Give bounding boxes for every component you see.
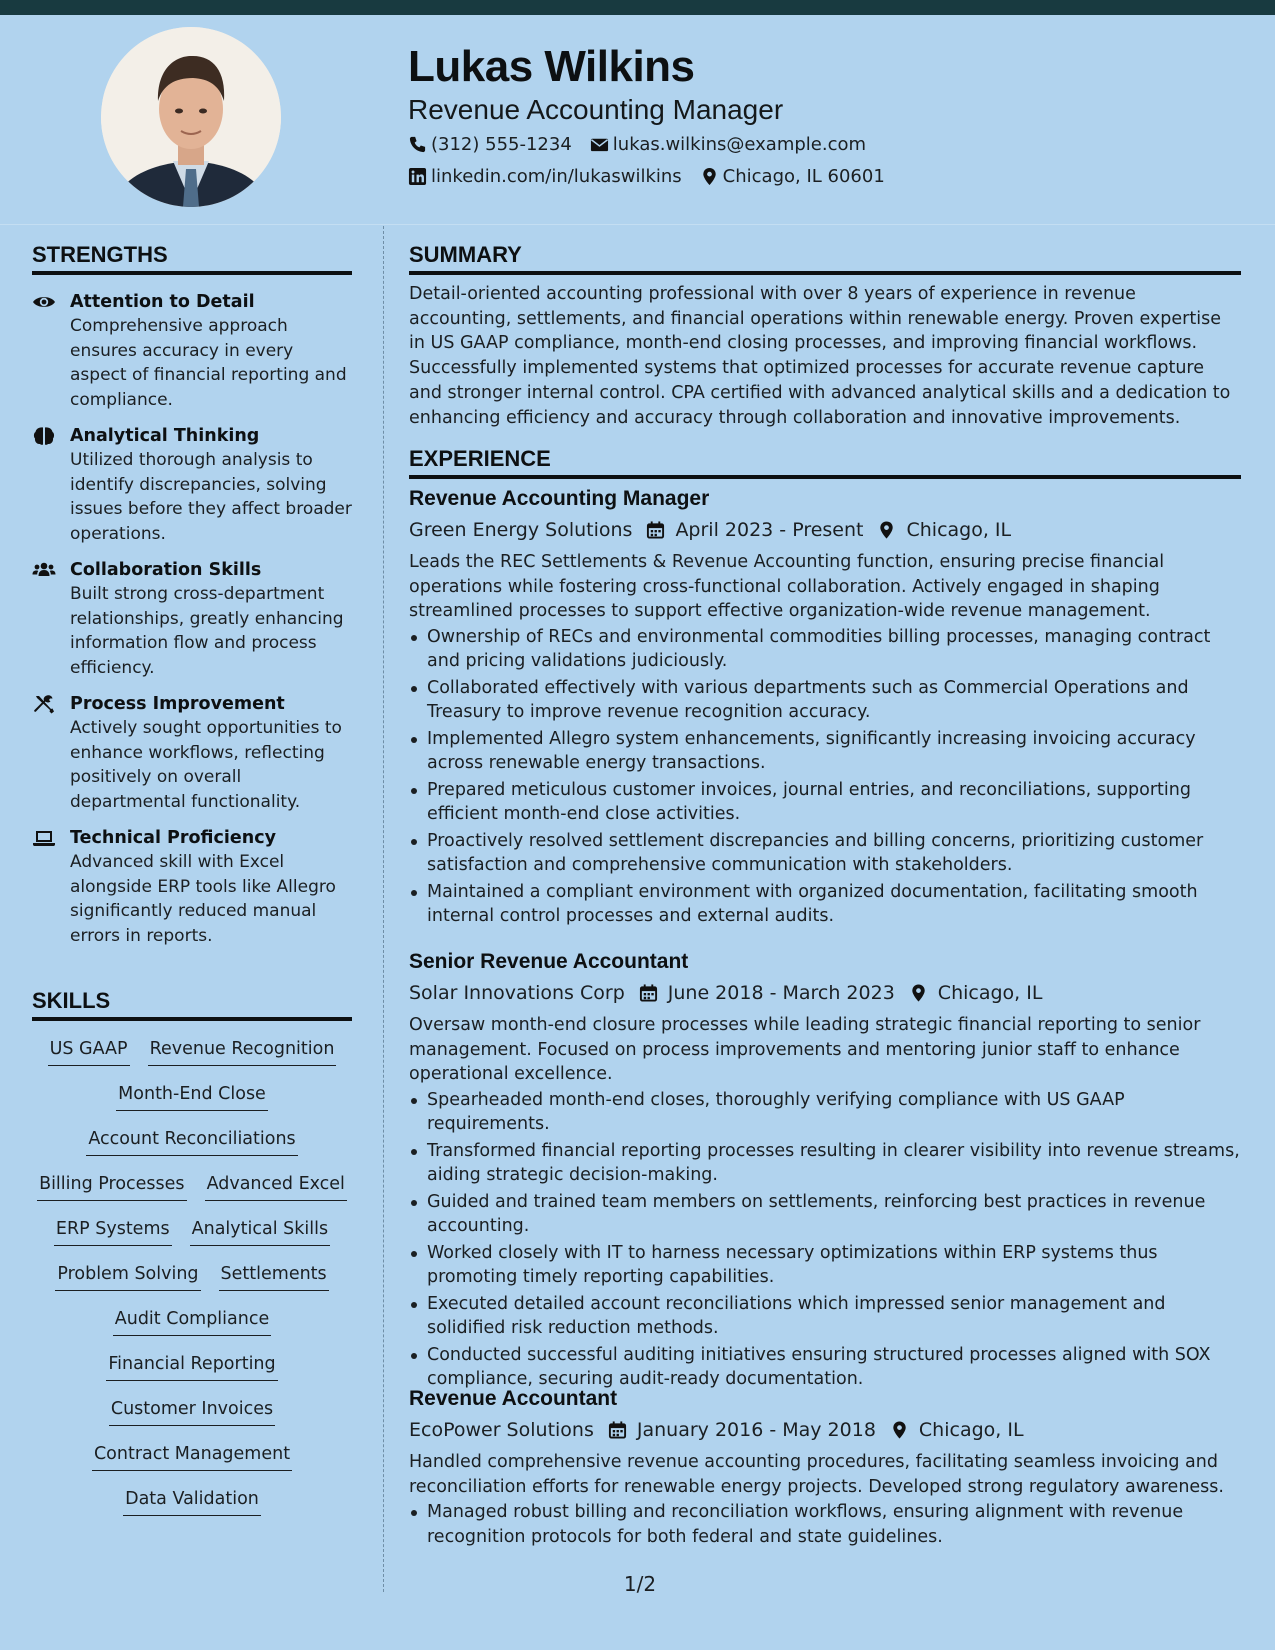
strength-title: Attention to Detail <box>70 292 255 312</box>
eye-icon <box>32 292 56 312</box>
profile-photo <box>101 27 281 207</box>
job-bullets <box>409 1500 1241 1549</box>
job-description: Oversaw month-end closure processes while leading strategic financial reporting to senior management. Focused on process improvements and mentoring junior staff to enhance operational excellence. <box>409 1015 1201 1084</box>
brain-icon <box>32 426 56 446</box>
skill-tag: ERP Systems <box>54 1216 172 1246</box>
job-meta <box>409 979 1241 1007</box>
bullet-item: Conducted successful auditing initiatives ensuring structured processes aligned with SOX compliance, securing audit-ready documentation. <box>409 1343 1241 1392</box>
calendar-icon <box>608 1420 627 1440</box>
skill-tag: Contract Management <box>92 1441 292 1471</box>
job-title: Revenue Accounting Manager <box>409 487 710 510</box>
bullet-item: Collaborated effectively with various departments such as Commercial Operations and Treasury to improve revenue recognition accuracy. <box>409 676 1241 725</box>
linkedin-icon <box>408 167 427 186</box>
skill-tag: Month-End Close <box>116 1081 268 1111</box>
job-title: Revenue Accountant <box>409 1387 618 1410</box>
summary-heading: SUMMARY <box>409 242 1241 275</box>
skill-tag: Account Reconciliations <box>86 1126 297 1156</box>
job-description: Handled comprehensive revenue accounting procedures, facilitating seamless invoicing and reconciliation efforts for renewable energy projects. Developed strong regulatory awareness. <box>409 1452 1224 1497</box>
contact-row-2 <box>408 166 885 187</box>
laptop-icon <box>32 828 56 848</box>
email-contact[interactable] <box>590 134 866 155</box>
envelope-icon <box>590 135 609 154</box>
users-icon <box>32 560 56 580</box>
experience-heading: EXPERIENCE <box>409 446 1241 479</box>
strength-title: Process Improvement <box>70 694 285 714</box>
bullet-item: Spearheaded month-end closes, thoroughly verifying compliance with US GAAP requirements. <box>409 1088 1241 1137</box>
map-pin-icon <box>700 167 719 186</box>
bullet-item: Prepared meticulous customer invoices, journal entries, and reconciliations, supporting efficient month-end close activities. <box>409 778 1241 827</box>
location-text: Chicago, IL 60601 <box>722 166 885 187</box>
job-description: Leads the REC Settlements & Revenue Accounting function, ensuring precise financial operations while fostering cross-functional collaboration. Actively engaged in shaping streamlined processes to support effective organization-wide revenue management. <box>409 552 1165 621</box>
skill-tag: Analytical Skills <box>190 1216 330 1246</box>
top-bar <box>0 0 1275 15</box>
bullet-item: Managed robust billing and reconciliation workflows, ensuring alignment with revenue recognition protocols for both federal and state guidelines. <box>409 1500 1241 1549</box>
strength-item <box>32 558 352 680</box>
bullet-item: Ownership of RECs and environmental commodities billing processes, managing contract and pricing validations judiciously. <box>409 625 1241 674</box>
location-contact <box>700 166 885 187</box>
skills-list <box>32 1036 352 1531</box>
skills-heading: SKILLS <box>32 988 352 1021</box>
job-meta <box>409 1416 1241 1444</box>
skill-tag: Audit Compliance <box>113 1306 271 1336</box>
skill-tag: Revenue Recognition <box>148 1036 337 1066</box>
skill-tag: Problem Solving <box>55 1261 200 1291</box>
job-bullets <box>409 625 1241 929</box>
job-entry <box>409 485 1241 931</box>
strength-title: Analytical Thinking <box>70 426 260 446</box>
header-divider <box>0 224 1275 225</box>
skill-tag: US GAAP <box>48 1036 130 1066</box>
job-entry <box>409 1385 1241 1551</box>
map-pin-icon <box>909 983 928 1003</box>
job-company: Green Energy Solutions <box>409 519 633 541</box>
strength-item <box>32 826 352 948</box>
strength-desc: Actively sought opportunities to enhance workflows, reflecting positively on overall departmental functionality. <box>70 718 342 812</box>
skill-tag: Customer Invoices <box>109 1396 275 1426</box>
skill-tag: Financial Reporting <box>106 1351 277 1381</box>
strength-desc: Advanced skill with Excel alongside ERP tools like Allegro significantly reduced manual errors in reports. <box>70 852 336 946</box>
job-dates: January 2016 - May 2018 <box>636 1419 876 1441</box>
job-location: Chicago, IL <box>918 1419 1024 1441</box>
email-text: lukas.wilkins@example.com <box>612 134 867 155</box>
map-pin-icon <box>890 1420 909 1440</box>
strength-title: Technical Proficiency <box>70 828 276 848</box>
phone-icon <box>408 135 427 154</box>
strength-item <box>32 290 352 412</box>
linkedin-text: linkedin.com/in/lukaswilkins <box>431 166 682 187</box>
summary-text: Detail-oriented accounting professional with over 8 years of experience in revenue accounting, settlements, and financial operations within renewable energy. Proven expertise in US GAAP compliance, month-end closing processes, and improving financial workflows. Successfully implemented systems that optimized processes for accurate revenue capture and stronger internal control. CPA certified with advanced analytical skills and a dedication to enhancing efficiency and accuracy through collaboration and innovative improvements. <box>409 284 1231 428</box>
job-dates: April 2023 - Present <box>675 519 864 541</box>
strengths-list <box>32 290 352 960</box>
skill-tag: Billing Processes <box>37 1171 187 1201</box>
skill-tag: Advanced Excel <box>205 1171 347 1201</box>
job-meta <box>409 516 1241 544</box>
column-divider <box>383 226 384 1592</box>
skill-tag: Settlements <box>219 1261 329 1291</box>
job-location: Chicago, IL <box>937 982 1043 1004</box>
strength-title: Collaboration Skills <box>70 560 262 580</box>
calendar-icon <box>639 983 658 1003</box>
job-location: Chicago, IL <box>906 519 1012 541</box>
page-number: 1/2 <box>623 1572 657 1596</box>
tools-icon <box>32 694 56 714</box>
phone-contact[interactable] <box>408 134 572 155</box>
strength-item <box>32 424 352 546</box>
skill-tag: Data Validation <box>123 1486 261 1516</box>
contact-row-1 <box>408 134 866 155</box>
linkedin-contact[interactable] <box>408 166 682 187</box>
job-dates: June 2018 - March 2023 <box>667 982 895 1004</box>
strength-item <box>32 692 352 814</box>
bullet-item: Implemented Allegro system enhancements, significantly increasing invoicing accuracy across renewable energy transactions. <box>409 727 1241 776</box>
map-pin-icon <box>877 520 896 540</box>
job-company: EcoPower Solutions <box>409 1419 594 1441</box>
strengths-heading: STRENGTHS <box>32 242 352 275</box>
job-bullets <box>409 1088 1241 1392</box>
bullet-item: Worked closely with IT to harness necessary optimizations within ERP systems thus promoting timely reporting capabilities. <box>409 1241 1241 1290</box>
job-title: Senior Revenue Accountant <box>409 950 689 973</box>
strength-desc: Comprehensive approach ensures accuracy in every aspect of financial reporting and compliance. <box>70 316 347 410</box>
phone-text: (312) 555-1234 <box>431 134 572 155</box>
job-company: Solar Innovations Corp <box>409 982 625 1004</box>
candidate-name: Lukas Wilkins <box>408 42 695 91</box>
bullet-item: Proactively resolved settlement discrepancies and billing concerns, prioritizing customer satisfaction and comprehensive communication with stakeholders. <box>409 829 1241 878</box>
bullet-item: Executed detailed account reconciliations which impressed senior management and solidified risk reduction methods. <box>409 1292 1241 1341</box>
strength-desc: Utilized thorough analysis to identify discrepancies, solving issues before they affect broader operations. <box>70 450 352 544</box>
bullet-item: Transformed financial reporting processes resulting in clearer visibility into revenue streams, aiding strategic decision-making. <box>409 1139 1241 1188</box>
candidate-role: Revenue Accounting Manager <box>408 94 784 125</box>
bullet-item: Guided and trained team members on settlements, reinforcing best practices in revenue accounting. <box>409 1190 1241 1239</box>
strength-desc: Built strong cross-department relationships, greatly enhancing information flow and process efficiency. <box>70 584 344 678</box>
job-entry <box>409 948 1241 1394</box>
calendar-icon <box>646 520 665 540</box>
bullet-item: Maintained a compliant environment with organized documentation, facilitating smooth internal control processes and external audits. <box>409 880 1241 929</box>
